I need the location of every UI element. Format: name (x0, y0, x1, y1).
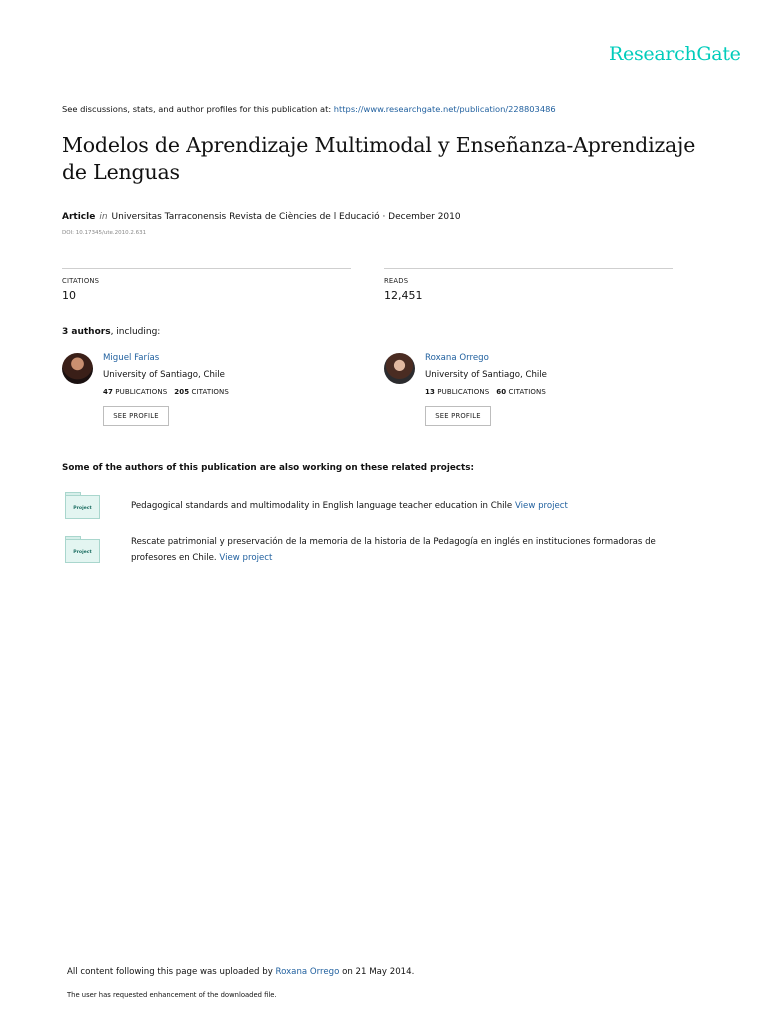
citations-value: 10 (62, 289, 76, 302)
project-item (131, 498, 701, 514)
author-name-link[interactable]: Roxana Orrego (425, 353, 489, 363)
view-project-link[interactable]: View project (219, 553, 273, 563)
upload-suffix: on 21 May 2014. (339, 967, 415, 977)
page-title: Modelos de Aprendizaje Multimodal y Enseñanza-Aprendizaje de Lenguas (62, 133, 696, 184)
in-label: in (99, 212, 108, 222)
citations-label: CITATIONS (62, 277, 100, 285)
author-publications-label: PUBLICATIONS (437, 388, 490, 396)
uploader-link[interactable]: Roxana Orrego (275, 967, 340, 977)
reads-value: 12,451 (384, 289, 423, 302)
researchgate-logo[interactable]: ResearchGate (609, 43, 741, 65)
author-publications-label: PUBLICATIONS (115, 388, 168, 396)
author-stats (103, 388, 229, 396)
author-publications-count: 13 (425, 388, 435, 396)
authors-heading (62, 327, 160, 337)
publication-type: Article (62, 212, 96, 222)
project-folder-icon[interactable] (65, 536, 99, 562)
author-stats (425, 388, 546, 396)
publication-venue: Universitas Tarraconensis Revista de Ciències de l Educació · December 2010 (111, 212, 461, 222)
upload-note (67, 967, 414, 977)
folder-label: Project (65, 495, 100, 519)
publication-url-link[interactable]: https://www.researchgate.net/publication/228803486 (333, 104, 556, 114)
authors-heading-rest: , including: (110, 327, 161, 337)
project-item (131, 534, 701, 566)
author-name-link[interactable]: Miguel Farías (103, 353, 160, 363)
doi: DOI: 10.17345/ute.2010.2.631 (62, 230, 147, 236)
authors-count: 3 authors (62, 327, 111, 337)
citations-divider (62, 268, 351, 269)
project-text: Pedagogical standards and multimodality in English language teacher education in Chile (131, 501, 515, 511)
upload-prefix: All content following this page was uploaded by (67, 967, 276, 977)
see-profile-button[interactable]: SEE PROFILE (425, 406, 491, 426)
enhancement-note: The user has requested enhancement of the downloaded file. (67, 991, 277, 999)
see-profile-button[interactable]: SEE PROFILE (103, 406, 169, 426)
project-text: Rescate patrimonial y preservación de la memoria de la historia de la Pedagogía en inglés en instituciones formadoras de profesores en Chile. (131, 537, 656, 563)
avatar[interactable] (384, 353, 415, 384)
projects-heading: Some of the authors of this publication are also working on these related projects: (62, 463, 474, 473)
view-project-link[interactable]: View project (514, 501, 568, 511)
avatar[interactable] (62, 353, 93, 384)
folder-label: Project (65, 539, 100, 563)
author-citations-count: 60 (496, 388, 507, 396)
publication-meta (62, 212, 461, 222)
author-affiliation: University of Santiago, Chile (425, 370, 547, 380)
author-affiliation: University of Santiago, Chile (103, 370, 225, 380)
discussion-text: See discussions, stats, and author profiles for this publication at: (62, 104, 334, 114)
author-citations-label: CITATIONS (191, 388, 229, 396)
reads-label: READS (384, 277, 409, 285)
discussion-line (62, 104, 556, 114)
author-publications-count: 47 (103, 388, 113, 396)
project-folder-icon[interactable] (65, 492, 99, 518)
author-citations-count: 205 (174, 388, 190, 396)
author-citations-label: CITATIONS (508, 388, 546, 396)
reads-divider (384, 268, 673, 269)
